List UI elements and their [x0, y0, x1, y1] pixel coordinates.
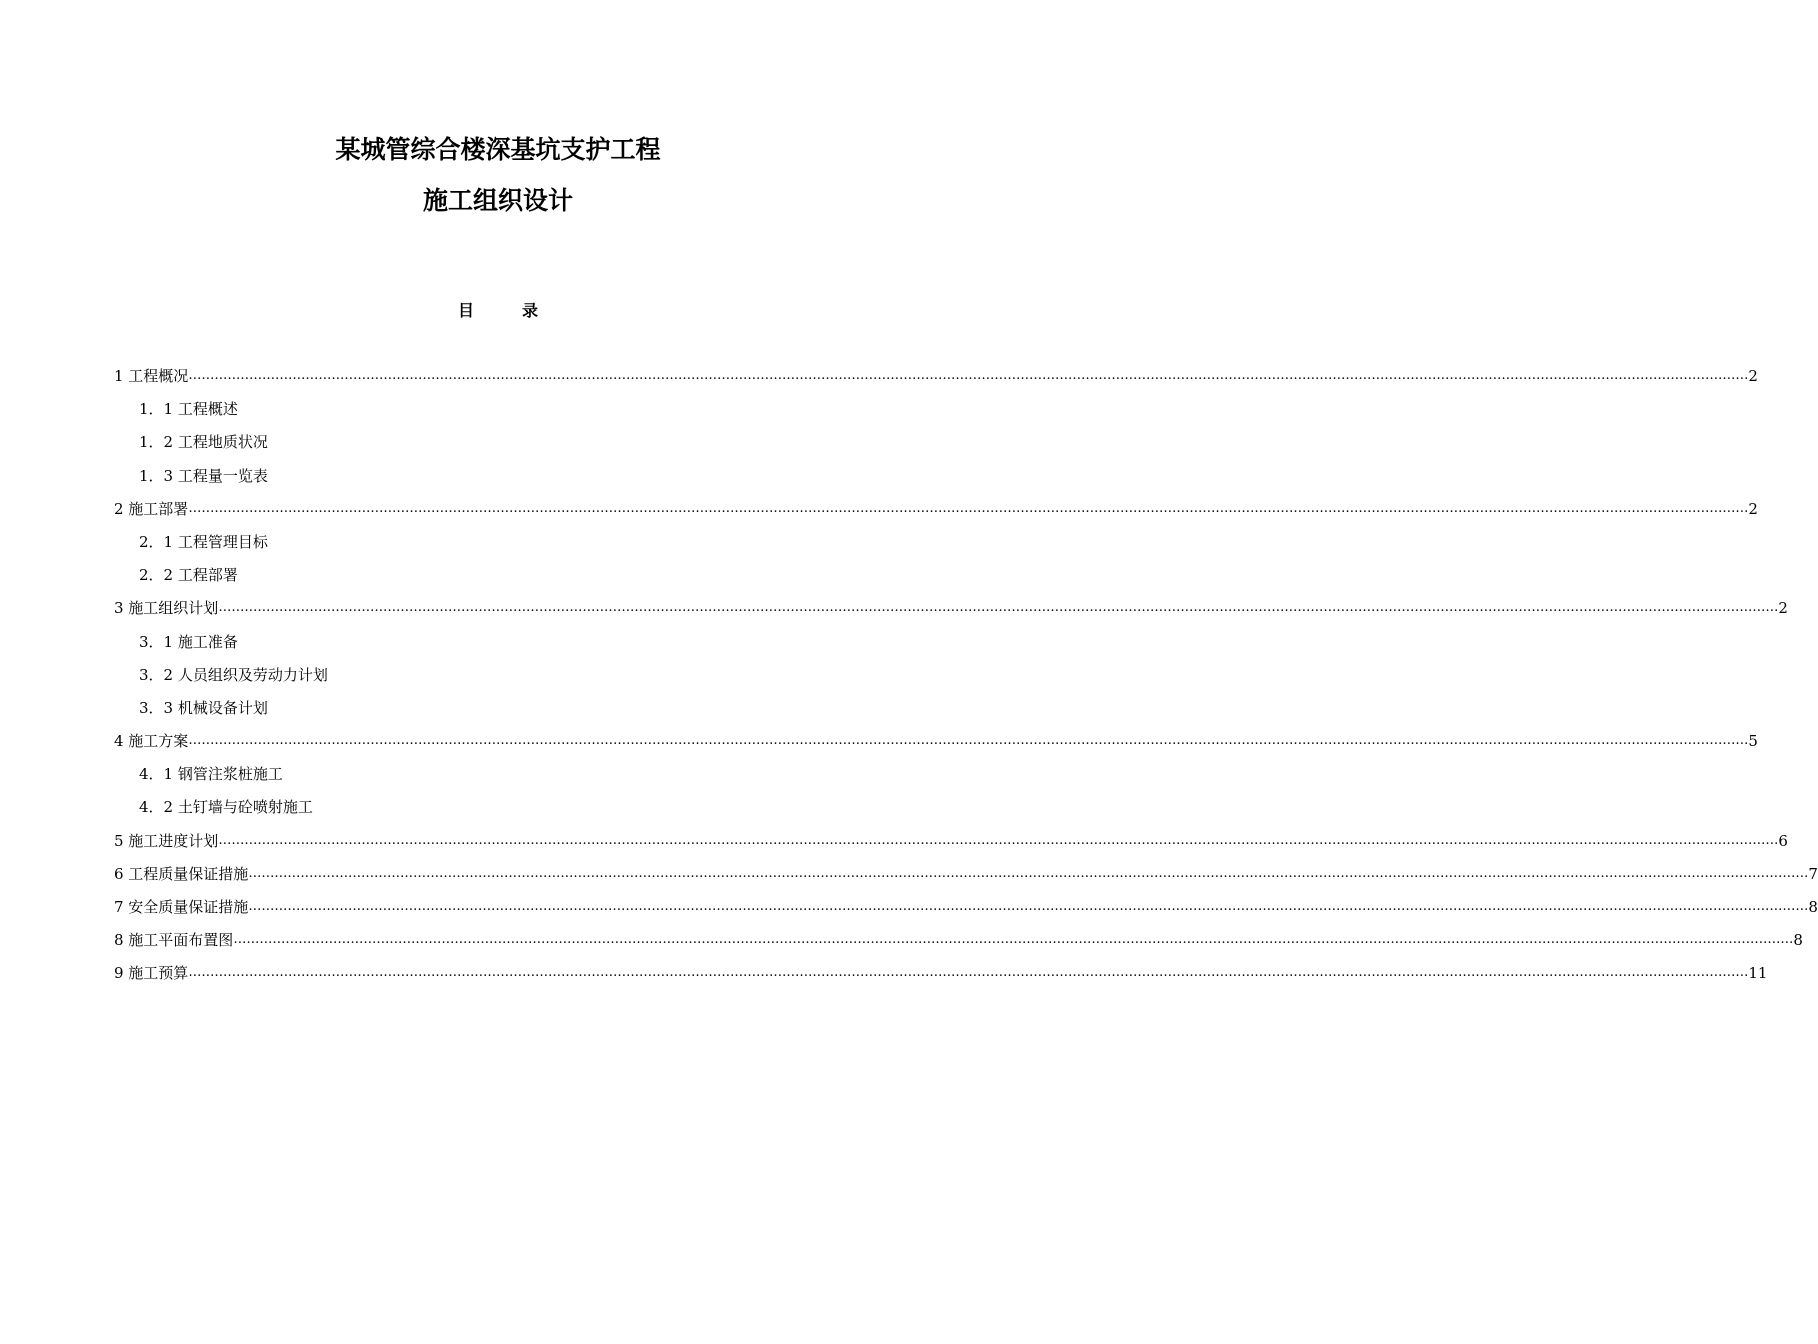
- toc-entry-label: 8 施工平面布置图: [114, 931, 234, 950]
- toc-entry-label: 2．2 工程部署: [139, 566, 238, 585]
- toc-entry[interactable]: [114, 895, 1818, 928]
- toc-heading-char-2: 录: [522, 301, 539, 320]
- toc-leader-dots: ………………………………………………………………………………………………………………………………………………………………………………………………………………………………………………………………………………………………………………………………: [188, 733, 1749, 749]
- toc-entry-label: 3．1 施工准备: [139, 632, 238, 651]
- toc-entry-label: 1．3 工程量一览表: [139, 466, 268, 485]
- toc-entry-label: 3．3 机械设备计划: [139, 698, 268, 717]
- toc-page-number: 6: [1778, 831, 1788, 850]
- toc-subentry[interactable]: [114, 530, 734, 563]
- toc-entry-label: 7 安全质量保证措施: [114, 898, 249, 916]
- toc-entry[interactable]: [114, 928, 1803, 961]
- toc-entry-label: 2 施工部署: [114, 499, 189, 518]
- toc-page-number: 5: [1748, 732, 1758, 751]
- toc-subentry[interactable]: [114, 696, 734, 729]
- toc-subentry[interactable]: [114, 663, 734, 696]
- toc-entry-label: 2．1 工程管理目标: [139, 532, 268, 551]
- toc-entry-label: 4．2 土钉墙与砼喷射施工: [139, 798, 313, 817]
- toc-page-number: 7: [1808, 864, 1818, 883]
- toc-entry[interactable]: [114, 862, 1818, 895]
- toc-page-number: 2: [1748, 367, 1758, 385]
- toc-entry[interactable]: [114, 497, 1758, 530]
- toc-entry[interactable]: [114, 596, 1788, 629]
- toc-leader-dots: ………………………………………………………………………………………………………………………………………………………………………………………………………………………………………………………………………………………………………………………………: [248, 865, 1809, 881]
- toc-entry-label: 3．2 人员组织及劳动力计划: [139, 665, 328, 684]
- toc-entry-label: 3 施工组织计划: [114, 599, 219, 618]
- toc-page-number: 2: [1748, 499, 1758, 518]
- toc-entry-label: 4．1 钢管注浆桩施工: [139, 765, 283, 784]
- toc-entry-label: 1．2 工程地质状况: [139, 433, 268, 452]
- document-title: 某城管综合楼深基坑支护工程: [335, 135, 661, 164]
- toc-subentry[interactable]: [114, 464, 734, 497]
- toc-leader-dots: ………………………………………………………………………………………………………………………………………………………………………………………………………………………………………………………………………………………………………………………………: [188, 965, 1749, 981]
- toc-entry-label: 1 工程概况: [114, 367, 189, 385]
- document-subtitle: 施工组织设计: [422, 186, 573, 215]
- toc-page-number: 8: [1808, 898, 1818, 916]
- toc-subentry[interactable]: [114, 563, 734, 596]
- toc-heading: [0, 298, 996, 321]
- toc-page-number: 11: [1748, 964, 1768, 983]
- toc-entry-label: 5 施工进度计划: [114, 831, 219, 850]
- toc-subentry[interactable]: [114, 762, 734, 795]
- toc-entry-label: 6 工程质量保证措施: [114, 864, 249, 883]
- toc-entry-label: 9 施工预算: [114, 964, 189, 983]
- toc-leader-dots: ………………………………………………………………………………………………………………………………………………………………………………………………………………………………………………………………………………………………………………………………: [188, 368, 1749, 383]
- toc-leader-dots: ………………………………………………………………………………………………………………………………………………………………………………………………………………………………………………………………………………………………………………………………: [248, 899, 1809, 914]
- toc-subentry[interactable]: [114, 430, 734, 463]
- toc-entry-label: 4 施工方案: [114, 732, 189, 751]
- toc-subentry[interactable]: [114, 397, 734, 430]
- toc-subentry[interactable]: [114, 630, 734, 663]
- toc-leader-dots: ………………………………………………………………………………………………………………………………………………………………………………………………………………………………………………………………………………………………………………………………: [188, 500, 1749, 516]
- toc-entry[interactable]: [114, 961, 1768, 994]
- toc-leader-dots: ………………………………………………………………………………………………………………………………………………………………………………………………………………………………………………………………………………………………………………………………: [233, 932, 1794, 948]
- toc-page-number: 2: [1778, 599, 1788, 618]
- toc-page-number: 8: [1793, 931, 1803, 950]
- toc-entry[interactable]: [114, 729, 1758, 762]
- toc-leader-dots: ………………………………………………………………………………………………………………………………………………………………………………………………………………………………………………………………………………………………………………………………: [218, 600, 1779, 616]
- toc-entry[interactable]: [114, 364, 1758, 397]
- toc-entry-label: 1．1 工程概述: [139, 400, 238, 419]
- toc-heading-char-1: 目: [457, 301, 474, 320]
- table-of-contents: [114, 364, 1818, 995]
- toc-leader-dots: ………………………………………………………………………………………………………………………………………………………………………………………………………………………………………………………………………………………………………………………………: [218, 832, 1779, 848]
- toc-entry[interactable]: [114, 829, 1788, 862]
- toc-subentry[interactable]: [114, 795, 734, 828]
